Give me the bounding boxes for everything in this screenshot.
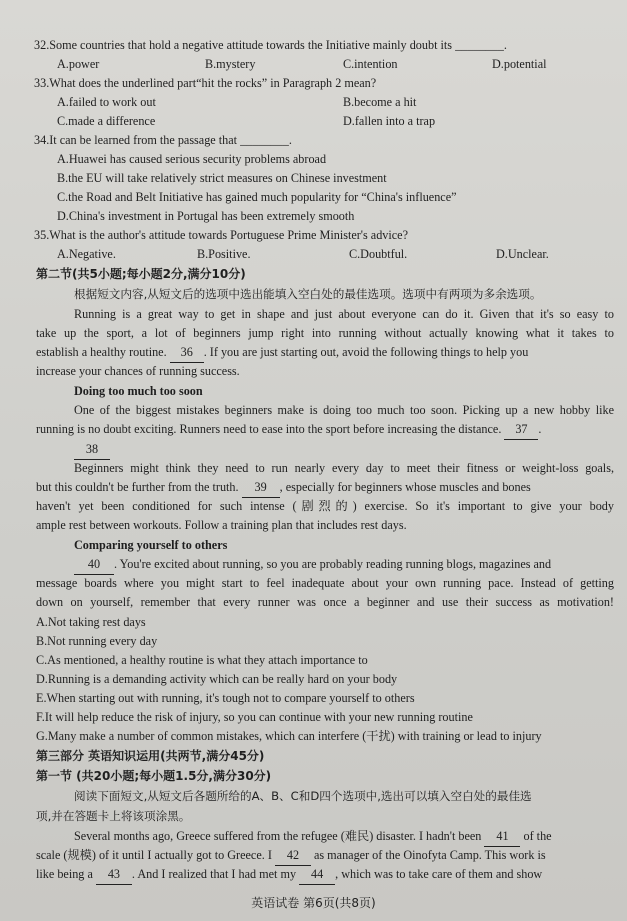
q32-option-b: B.mystery (205, 57, 256, 71)
q33-option-d: D.fallen into a trap (343, 114, 436, 128)
gap-option-e: E.When starting out with running, it's tough not to compare yourself to others (36, 691, 415, 705)
question-33-stem: 33.What does the underlined part“hit the rocks” in Paragraph 2 mean? (34, 76, 377, 90)
passage-p3-line4: ample rest between workouts. Follow a training plan that includes rest days. (36, 518, 407, 532)
q34-option-d: D.China's investment in Portugal has been extremely smooth (57, 209, 355, 223)
q33-option-c: C.made a difference (57, 114, 156, 128)
gap-option-a: A.Not taking rest days (36, 615, 146, 629)
passage-p3-line1: Beginners might think they need to run nearly every day to meet their fitness or weight-loss goals, (74, 461, 614, 475)
passage-p1-line2: take up the sport, a lot of beginners jump right into running without actually knowing what it takes to (36, 326, 614, 340)
part-3-section-1-heading: 第一节 (共20小题;每小题1.5分,满分30分) (36, 769, 272, 783)
subheading-doing-too-much: Doing too much too soon (74, 384, 203, 398)
blank-44: 44 (299, 865, 335, 885)
blank-43: 43 (96, 865, 132, 885)
gap-option-d: D.Running is a demanding activity which can be really hard on your body (36, 672, 398, 686)
blank-42: 42 (275, 846, 311, 866)
q35-option-b: B.Positive. (197, 247, 251, 261)
cloze-line2: scale (规模) of it until I actually got to Greece. I 42 as manager of the Oinofyta Camp. This work is (36, 846, 546, 866)
subheading-comparing-yourself: Comparing yourself to others (74, 538, 228, 552)
cloze-line1: Several months ago, Greece suffered from the refugee (难民) disaster. I hadn't been 41 of the (74, 827, 552, 847)
passage-p4-line1: 40 . You're excited about running, so you are probably reading running blogs, magazines and (74, 555, 614, 575)
q34-option-a: A.Huawei has caused serious security problems abroad (57, 152, 327, 166)
page-footer: 英语试卷 第6页(共8页) (251, 896, 376, 910)
q33-option-b: B.become a hit (343, 95, 417, 109)
question-32-stem (34, 36, 507, 55)
cloze-line3: like being a 43 . And I realized that I had met my 44 , which was to take care of them and show (36, 865, 542, 885)
passage-p2-line1: One of the biggest mistakes beginners make is doing too much too soon. Picking up a new hobby like (74, 403, 614, 417)
blank-40: 40 (74, 555, 114, 575)
q35-option-a: A.Negative. (57, 247, 116, 261)
q33-option-a: A.failed to work out (57, 95, 156, 109)
passage-p1-line1: Running is a great way to get in shape and just about everyone can do it. Given that it's so easy to (74, 307, 614, 321)
blank-37: 37 (504, 420, 538, 440)
q32-option-d: D.potential (492, 57, 547, 71)
gap-option-b: B.Not running every day (36, 634, 158, 648)
q32-option-c: C.intention (343, 57, 398, 71)
passage-p1-line3: establish a healthy routine. 36 . If you are just starting out, avoid the following things to help you (36, 343, 528, 363)
blank-41: 41 (484, 827, 520, 847)
passage-p4-line3: down on yourself, remember that every runner was once a beginner and use their success as motivation! (36, 595, 614, 609)
section-2-heading: 第二节(共5小题;每小题2分,满分10分) (36, 267, 246, 281)
passage-p1-line4: increase your chances of running success. (36, 364, 240, 378)
blank-39: 39 (242, 478, 280, 498)
gap-option-g: G.Many make a number of common mistakes, which can interfere (干扰) with training or lead to injury (36, 729, 542, 743)
passage-p4-line2: message boards where you might start to feel inadequate about your own running pace. Instead of getting (36, 576, 614, 590)
q34-option-b: B.the EU will take relatively strict measures on Chinese investment (57, 171, 387, 185)
blank-36: 36 (170, 343, 204, 363)
blank-38: 38 (74, 440, 110, 460)
passage-p3-line2: but this couldn't be further from the truth. 39 , especially for beginners whose muscles and bones (36, 478, 531, 498)
q35-option-c: C.Doubtful. (349, 247, 408, 261)
passage-p3-line3: haven't yet been conditioned for such intense (剧烈的) exercise. So it's important to give your body (36, 499, 614, 513)
question-35-stem: 35.What is the author's attitude towards Portuguese Prime Minister's advice? (34, 228, 408, 242)
question-32-blank: ________. (455, 38, 507, 52)
passage-p2-line2: running is no doubt exciting. Runners need to ease into the sport before increasing the distance. 37 . (36, 420, 541, 440)
part-3-instruction-line1: 阅读下面短文,从短文后各题所给的A、B、C和D四个选项中,选出可以填入空白处的最佳选 (74, 789, 532, 803)
q35-option-d: D.Unclear. (496, 247, 549, 261)
section-2-instruction: 根据短文内容,从短文后的选项中选出能填入空白处的最佳选项。选项中有两项为多余选项。 (74, 287, 542, 301)
question-34-stem: 34.It can be learned from the passage that ________. (34, 133, 292, 147)
q34-option-c: C.the Road and Belt Initiative has gained much popularity for “China's influence” (57, 190, 457, 204)
part-3-heading: 第三部分 英语知识运用(共两节,满分45分) (36, 749, 265, 763)
passage-blank-38-line (74, 440, 110, 460)
q32-option-a: A.power (57, 57, 100, 71)
question-32-text: 32.Some countries that hold a negative attitude towards the Initiative mainly doubt its (34, 38, 453, 52)
gap-option-c: C.As mentioned, a healthy routine is what they attach importance to (36, 653, 368, 667)
part-3-instruction-line2: 项,并在答题卡上将该项涂黑。 (36, 809, 191, 823)
gap-option-f: F.It will help reduce the risk of injury, so you can continue with your new running routine (36, 710, 473, 724)
